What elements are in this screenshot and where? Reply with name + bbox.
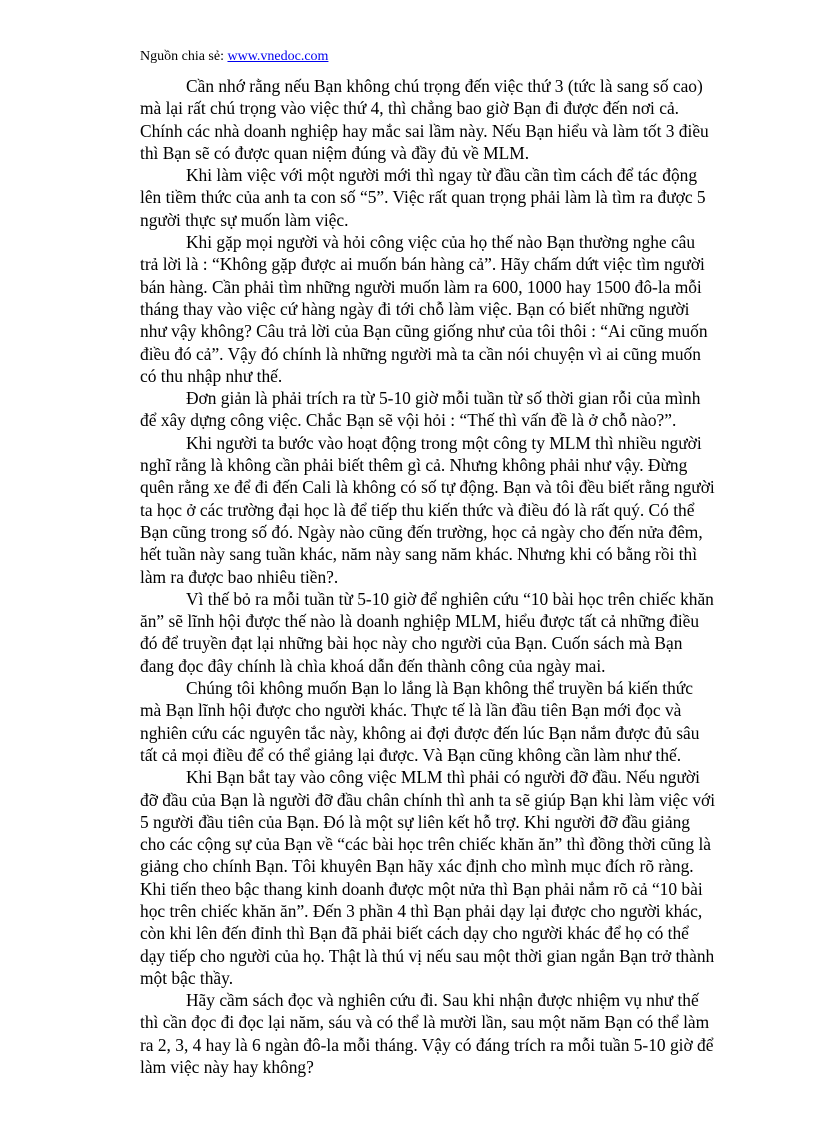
paragraph: Hãy cầm sách đọc và nghiên cứu đi. Sau khi nhận được nhiệm vụ như thế thì cần đọc đi đọc lại năm, sáu và có thể là mười lần, sau một năm Bạn có thể làm ra 2, 3, 4 hay là 6 ngàn đô-la mỗi tháng. Vậy có đáng trích ra mỗi tuần 5-10 giờ để làm việc này hay không? bbox=[140, 990, 714, 1078]
paragraph: Khi làm việc với một người mới thì ngay từ đầu cần tìm cách để tác động lên tiềm thức của anh ta con số “5”. Việc rất quan trọng phải làm là tìm ra được 5 người thực sự muốn làm việc. bbox=[140, 165, 706, 230]
paragraph: Đơn giản là phải trích ra từ 5-10 giờ mỗi tuần từ số thời gian rỗi của mình để xây dựng công việc. Chắc Bạn sẽ vội hỏi : “Thế thì vấn đề là ở chỗ nào?”. bbox=[140, 388, 701, 431]
paragraph: Cần nhớ rằng nếu Bạn không chú trọng đến việc thứ 3 (tức là sang số cao) mà lại rất chú trọng vào việc thứ 4, thì chẳng bao giờ Bạn đi được đến nơi cả. Chính các nhà doanh nghiệp hay mắc sai lầm này. Nếu Bạn hiểu và làm tốt 3 điều thì Bạn sẽ có được quan niệm đúng và đầy đủ về MLM. bbox=[140, 76, 709, 163]
source-label: Nguồn chia sẻ: bbox=[140, 49, 228, 64]
paragraph: Khi gặp mọi người và hỏi công việc của họ thế nào Bạn thường nghe câu trả lời là : “Không gặp được ai muốn bán hàng cả”. Hãy chấm dứt việc tìm người bán hàng. Cần phải tìm những người muốn làm ra 600, 1000 hay 1500 đô-la mỗi tháng thay vào việc cứ hàng ngày đi tới chỗ làm việc. Bạn có biết những người như vậy không? Câu trả lời của Bạn cũng giống như của tôi thôi : “Ai cũng muốn điều đó cả”. Vậy đó chính là những người mà ta cần nói chuyện vì ai cũng muốn có thu nhập như thế. bbox=[140, 232, 708, 386]
source-link[interactable]: www.vnedoc.com bbox=[227, 49, 329, 64]
paragraph: Khi người ta bước vào hoạt động trong một công ty MLM thì nhiều người nghĩ rằng là không cần phải biết thêm gì cả. Nhưng không phải như vậy. Đừng quên rằng xe để đi đến Cali là không có số tự động. Bạn và tôi đều biết rằng người ta học ở các trường đại học là để tiếp thu kiến thức và điều đó là rất quý. Có thể Bạn cũng trong số đó. Ngày nào cũng đến trường, học cả ngày cho đến nửa đêm, hết tuần này sang tuần khác, năm này sang năm khác. Nhưng khi có bằng rồi thì làm ra được bao nhiêu tiền?. bbox=[140, 432, 715, 587]
paragraph: Khi Bạn bắt tay vào công việc MLM thì phải có người đỡ đầu. Nếu người đỡ đầu của Bạn là người đỡ đầu chân chính thì anh ta sẽ giúp Bạn khi làm việc với 5 người đầu tiên của Bạn. Đó là một sự liên kết hỗ trợ. Khi người đỡ đầu giảng cho các cộng sự của Bạn về “các bài học trên chiếc khăn ăn” thì đồng thời cũng là giảng cho chính Bạn. Tôi khuyên Bạn hãy xác định cho mình mục đích rõ ràng. Khi tiến theo bậc thang kinh doanh được một nửa thì Bạn phải nắm rõ cả “10 bài học trên chiếc khăn ăn”. Đến 3 phần 4 thì Bạn phải dạy lại được cho người khác, còn khi lên đến đỉnh thì Bạn đã phải biết cách dạy cho người khác để họ có thể dạy tiếp cho người của họ. Thật là thú vị nếu sau một thời gian ngắn Bạn trở thành một bậc thầy. bbox=[140, 767, 716, 988]
paragraph: Vì thế bỏ ra mỗi tuần từ 5-10 giờ để nghiên cứu “10 bài học trên chiếc khăn ăn” sẽ lĩnh hội được thế nào là doanh nghiệp MLM, hiểu được tất cả những điều đó để truyền đạt lại những bài học này cho người của Bạn. Cuốn sách mà Bạn đang đọc đây chính là chìa khoá dẫn đến thành công của ngày mai. bbox=[140, 588, 714, 676]
body-text bbox=[140, 75, 716, 1078]
source-line bbox=[140, 48, 328, 66]
paragraph: Chúng tôi không muốn Bạn lo lắng là Bạn không thể truyền bá kiến thức mà Bạn lĩnh hội được cho người khác. Thực tế là lần đầu tiên Bạn mới đọc và nghiên cứu các nguyên tắc này, không ai đợi được đến lúc Bạn nắm được đủ sâu tất cả mọi điều để có thể giảng lại được. Và Bạn cũng không cần làm như thế. bbox=[140, 678, 700, 765]
